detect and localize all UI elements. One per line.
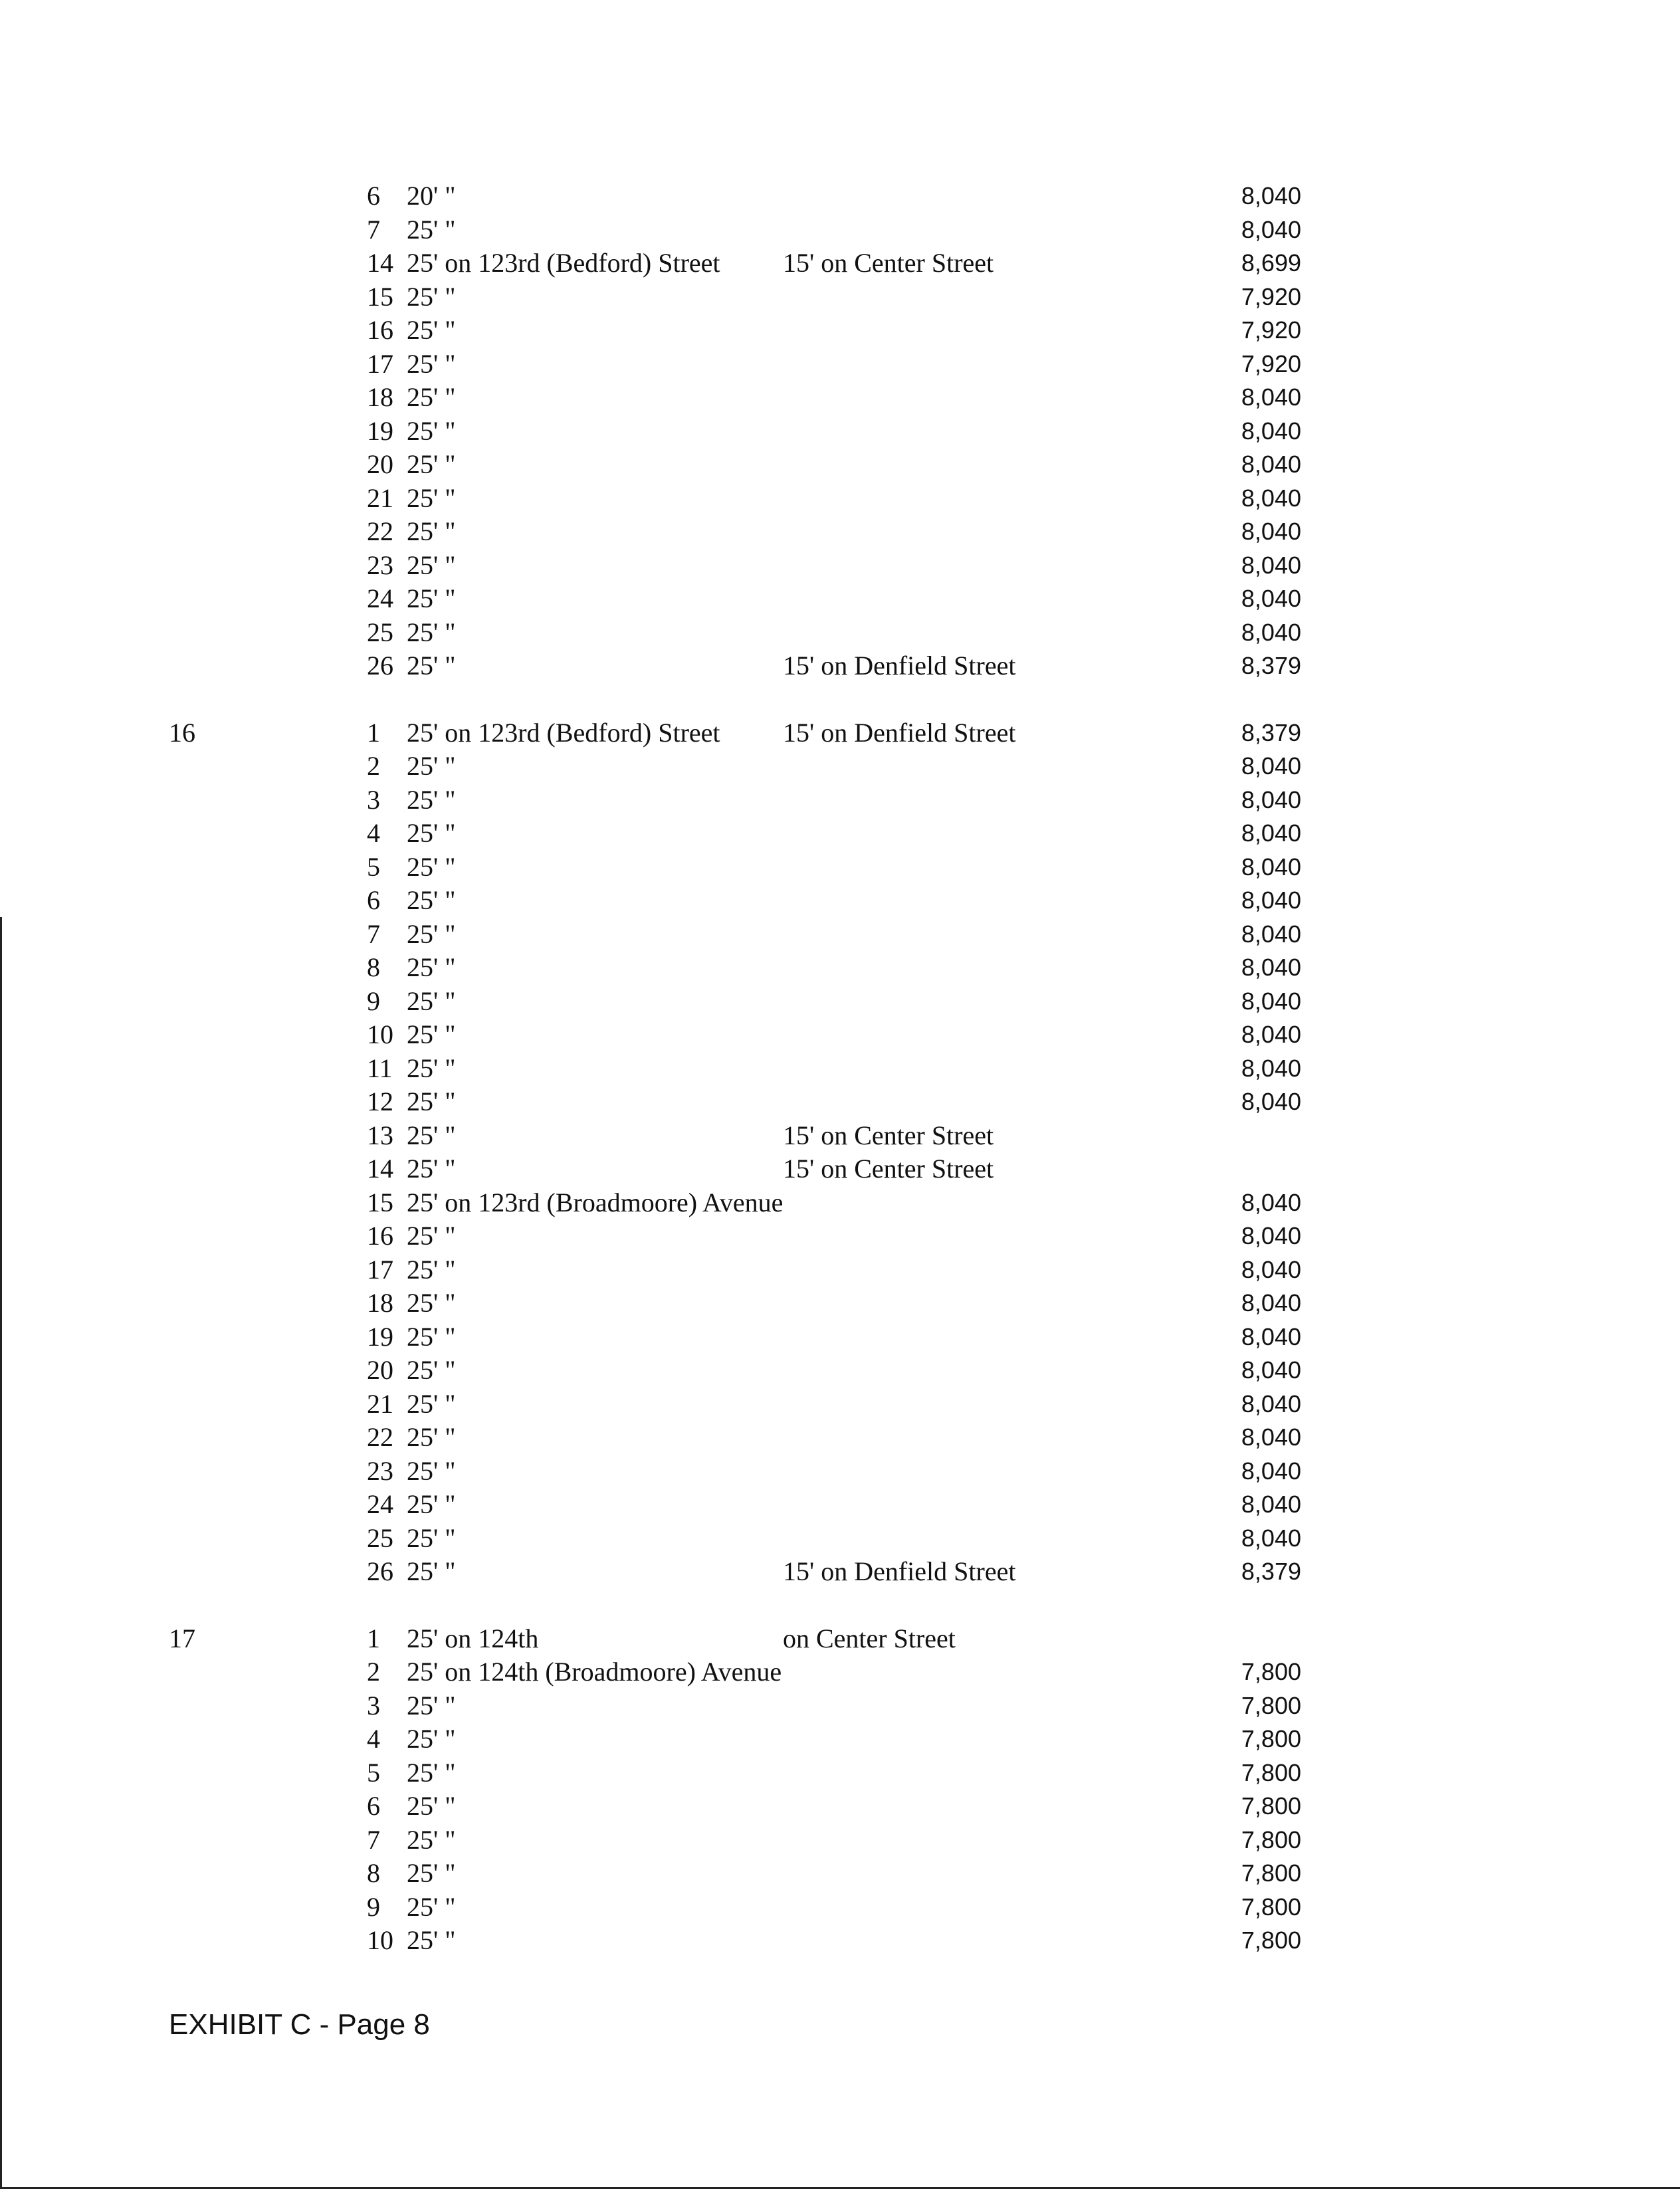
frontage-description: 25' " (407, 583, 456, 613)
frontage-description: 25' " (407, 918, 456, 949)
side-frontage: 15' on Denfield Street (783, 651, 1016, 680)
lot-number: 21 (367, 1388, 393, 1419)
table-row (0, 1354, 1680, 1388)
table-row (0, 1018, 1680, 1052)
lot-area: 7,800 (1241, 1758, 1301, 1786)
table-row (0, 1085, 1680, 1119)
side-frontage: 15' on Denfield Street (783, 717, 1016, 748)
lot-area: 8,040 (1241, 1457, 1301, 1485)
table-row (0, 783, 1680, 817)
lot-area: 8,040 (1241, 215, 1301, 243)
table-row (0, 1152, 1680, 1186)
frontage-description: 25' " (407, 1321, 456, 1352)
lot-number: 18 (367, 1288, 393, 1318)
table-row (0, 1320, 1680, 1354)
frontage-description: 25' " (407, 986, 456, 1016)
table-row (0, 1857, 1680, 1891)
block-separator (0, 1589, 1680, 1622)
lot-number: 5 (367, 1757, 380, 1788)
frontage-description: 25' " (407, 382, 456, 412)
lot-area: 8,040 (1241, 1054, 1301, 1082)
lot-number: 7 (367, 214, 380, 245)
frontage-description: 25' " (407, 214, 456, 245)
lot-area: 8,379 (1241, 652, 1301, 679)
lot-number: 7 (367, 1824, 380, 1855)
table-row (0, 1421, 1680, 1455)
frontage-description: 25' " (407, 617, 456, 647)
lot-number: 16 (367, 1221, 393, 1251)
frontage-description: 25' " (407, 1522, 456, 1553)
lot-area: 8,040 (1241, 383, 1301, 411)
lot-area: 7,920 (1241, 316, 1301, 344)
lot-number: 5 (367, 851, 380, 882)
lot-area: 7,920 (1241, 350, 1301, 377)
lot-area: 8,040 (1241, 1222, 1301, 1249)
lot-number: 17 (367, 1254, 393, 1285)
frontage-description: 25' " (407, 1221, 456, 1251)
frontage-description: 25' " (407, 1824, 456, 1855)
frontage-description: 25' on 124th (Broadmoore) Avenue (407, 1657, 782, 1687)
frontage-description: 25' " (407, 281, 456, 312)
table-row (0, 1622, 1680, 1656)
lot-number: 6 (367, 885, 380, 915)
lot-table (0, 179, 1680, 1958)
frontage-description: 25' " (407, 1455, 456, 1486)
lot-area: 8,040 (1241, 551, 1301, 579)
frontage-description: 25' " (407, 1858, 456, 1888)
lot-number: 10 (367, 1019, 393, 1049)
frontage-description: 25' " (407, 415, 456, 446)
lot-area: 8,040 (1241, 484, 1301, 512)
lot-number: 24 (367, 1489, 393, 1519)
lot-area: 8,040 (1241, 1289, 1301, 1316)
frontage-description: 25' " (407, 651, 456, 680)
lot-area: 7,800 (1241, 1691, 1301, 1719)
table-row (0, 1689, 1680, 1723)
lot-number: 8 (367, 1858, 380, 1888)
lot-number: 19 (367, 1321, 393, 1352)
table-row (0, 1253, 1680, 1287)
lot-area: 8,040 (1241, 987, 1301, 1015)
table-row (0, 918, 1680, 952)
lot-area: 8,379 (1241, 1558, 1301, 1585)
lot-number: 22 (367, 1422, 393, 1452)
table-row (0, 716, 1680, 750)
table-row (0, 280, 1680, 314)
lot-area: 7,800 (1241, 1927, 1301, 1954)
lot-area: 8,040 (1241, 853, 1301, 881)
lot-area: 7,920 (1241, 282, 1301, 310)
frontage-description: 25' " (407, 449, 456, 479)
table-row (0, 951, 1680, 985)
lot-number: 15 (367, 1187, 393, 1217)
lot-area: 8,040 (1241, 585, 1301, 612)
frontage-description: 25' " (407, 784, 456, 815)
lot-area: 8,040 (1241, 752, 1301, 780)
lot-area: 8,040 (1241, 182, 1301, 209)
block-number: 17 (169, 1623, 195, 1653)
frontage-description: 25' " (407, 952, 456, 982)
frontage-description: 25' " (407, 315, 456, 345)
lot-area: 8,379 (1241, 718, 1301, 746)
frontage-description: 25' " (407, 1891, 456, 1922)
table-row (0, 1824, 1680, 1857)
frontage-description: 25' " (407, 818, 456, 848)
lot-number: 12 (367, 1087, 393, 1116)
lot-area: 8,040 (1241, 886, 1301, 914)
frontage-description: 25' " (407, 1087, 456, 1116)
lot-number: 6 (367, 1791, 380, 1821)
table-row (0, 582, 1680, 616)
lot-area: 8,040 (1241, 1255, 1301, 1283)
table-row (0, 1891, 1680, 1925)
lot-number: 3 (367, 784, 380, 815)
table-row (0, 381, 1680, 415)
lot-area: 8,040 (1241, 1188, 1301, 1216)
lot-area: 8,040 (1241, 1356, 1301, 1384)
frontage-description: 25' " (407, 1791, 456, 1821)
lot-area: 8,040 (1241, 920, 1301, 948)
table-row (0, 415, 1680, 449)
table-row (0, 314, 1680, 348)
frontage-description: 25' on 124th (407, 1623, 539, 1653)
table-row (0, 348, 1680, 381)
lot-area: 8,040 (1241, 1021, 1301, 1048)
table-row (0, 482, 1680, 516)
lot-number: 13 (367, 1120, 393, 1150)
lot-number: 1 (367, 1623, 380, 1653)
lot-area: 8,040 (1241, 785, 1301, 813)
lot-number: 15 (367, 281, 393, 312)
lot-number: 25 (367, 617, 393, 647)
lot-area: 8,040 (1241, 451, 1301, 478)
frontage-description: 25' " (407, 1489, 456, 1519)
lot-number: 17 (367, 348, 393, 379)
side-frontage: 15' on Center Street (783, 248, 994, 278)
lot-number: 2 (367, 751, 380, 781)
table-row (0, 213, 1680, 247)
lot-number: 26 (367, 1556, 393, 1586)
table-row (0, 1924, 1680, 1958)
lot-number: 9 (367, 1891, 380, 1922)
table-row (0, 1455, 1680, 1489)
lot-number: 14 (367, 1154, 393, 1184)
side-frontage: 15' on Center Street (783, 1154, 994, 1184)
table-row (0, 1790, 1680, 1824)
frontage-description: 25' " (407, 751, 456, 781)
table-row (0, 884, 1680, 918)
frontage-description: 25' " (407, 1724, 456, 1754)
side-frontage: on Center Street (783, 1623, 956, 1653)
lot-number: 3 (367, 1690, 380, 1720)
frontage-description: 25' on 123rd (Bedford) Street (407, 717, 720, 748)
frontage-description: 25' " (407, 1757, 456, 1788)
lot-number: 18 (367, 382, 393, 412)
lot-number: 6 (367, 181, 380, 211)
lot-area: 7,800 (1241, 1893, 1301, 1921)
frontage-description: 25' " (407, 1120, 456, 1150)
block-number: 16 (169, 717, 195, 748)
table-row (0, 1722, 1680, 1756)
lot-area: 8,040 (1241, 1423, 1301, 1451)
lot-area: 8,040 (1241, 1088, 1301, 1115)
lot-area: 7,800 (1241, 1859, 1301, 1887)
lot-number: 10 (367, 1925, 393, 1955)
table-row (0, 1655, 1680, 1689)
lot-number: 4 (367, 818, 380, 848)
lot-number: 25 (367, 1522, 393, 1553)
lot-number: 9 (367, 986, 380, 1016)
block-separator (0, 683, 1680, 716)
frontage-description: 25' " (407, 1690, 456, 1720)
side-frontage: 15' on Denfield Street (783, 1556, 1016, 1586)
table-row (0, 616, 1680, 650)
frontage-description: 25' " (407, 1925, 456, 1955)
table-row (0, 1287, 1680, 1320)
lot-area: 8,040 (1241, 417, 1301, 445)
frontage-description: 25' " (407, 1053, 456, 1083)
lot-area: 8,040 (1241, 1390, 1301, 1417)
lot-number: 23 (367, 550, 393, 580)
lot-number: 1 (367, 717, 380, 748)
lot-number: 22 (367, 516, 393, 546)
side-frontage: 15' on Center Street (783, 1120, 994, 1150)
lot-area: 7,800 (1241, 1725, 1301, 1752)
table-row (0, 649, 1680, 683)
lot-number: 14 (367, 248, 393, 278)
lot-area: 8,040 (1241, 954, 1301, 981)
frontage-description: 25' " (407, 482, 456, 513)
table-row (0, 851, 1680, 885)
table-row (0, 750, 1680, 783)
page-footer: EXHIBIT C - Page 8 (169, 2008, 430, 2041)
lot-area: 8,040 (1241, 1524, 1301, 1552)
table-row (0, 1555, 1680, 1589)
table-row (0, 817, 1680, 851)
table-row (0, 1219, 1680, 1253)
frontage-description: 25' " (407, 1388, 456, 1419)
frontage-description: 25' on 123rd (Broadmoore) Avenue (407, 1187, 784, 1217)
frontage-description: 25' " (407, 851, 456, 882)
frontage-description: 25' " (407, 1288, 456, 1318)
lot-number: 21 (367, 482, 393, 513)
table-row (0, 448, 1680, 482)
lot-number: 20 (367, 1355, 393, 1385)
lot-number: 8 (367, 952, 380, 982)
frontage-description: 25' " (407, 1556, 456, 1586)
table-row (0, 179, 1680, 213)
frontage-description: 25' on 123rd (Bedford) Street (407, 248, 720, 278)
table-row (0, 1522, 1680, 1556)
lot-number: 2 (367, 1657, 380, 1687)
lot-number: 19 (367, 415, 393, 446)
lot-area: 8,040 (1241, 1322, 1301, 1350)
lot-area: 7,800 (1241, 1825, 1301, 1853)
table-row (0, 1488, 1680, 1522)
lot-area: 7,800 (1241, 1658, 1301, 1685)
table-row (0, 985, 1680, 1019)
table-row (0, 1119, 1680, 1153)
table-row (0, 1756, 1680, 1790)
table-row (0, 515, 1680, 549)
table-row (0, 1052, 1680, 1086)
lot-number: 24 (367, 583, 393, 613)
lot-area: 7,800 (1241, 1792, 1301, 1820)
lot-number: 4 (367, 1724, 380, 1754)
lot-number: 11 (367, 1053, 393, 1083)
frontage-description: 20' " (407, 181, 456, 211)
frontage-description: 25' " (407, 550, 456, 580)
frontage-description: 25' " (407, 1019, 456, 1049)
frontage-description: 25' " (407, 516, 456, 546)
frontage-description: 25' " (407, 1355, 456, 1385)
lot-number: 16 (367, 315, 393, 345)
frontage-description: 25' " (407, 348, 456, 379)
lot-number: 20 (367, 449, 393, 479)
lot-area: 8,040 (1241, 618, 1301, 646)
table-row (0, 1186, 1680, 1220)
lot-area: 8,699 (1241, 249, 1301, 276)
lot-area: 8,040 (1241, 819, 1301, 847)
frontage-description: 25' " (407, 885, 456, 915)
table-row (0, 247, 1680, 280)
lot-number: 26 (367, 651, 393, 680)
frontage-description: 25' " (407, 1154, 456, 1184)
table-row (0, 1388, 1680, 1421)
frontage-description: 25' " (407, 1254, 456, 1285)
frontage-description: 25' " (407, 1422, 456, 1452)
lot-number: 7 (367, 918, 380, 949)
table-row (0, 549, 1680, 583)
lot-area: 8,040 (1241, 1491, 1301, 1518)
lot-number: 23 (367, 1455, 393, 1486)
lot-area: 8,040 (1241, 518, 1301, 545)
